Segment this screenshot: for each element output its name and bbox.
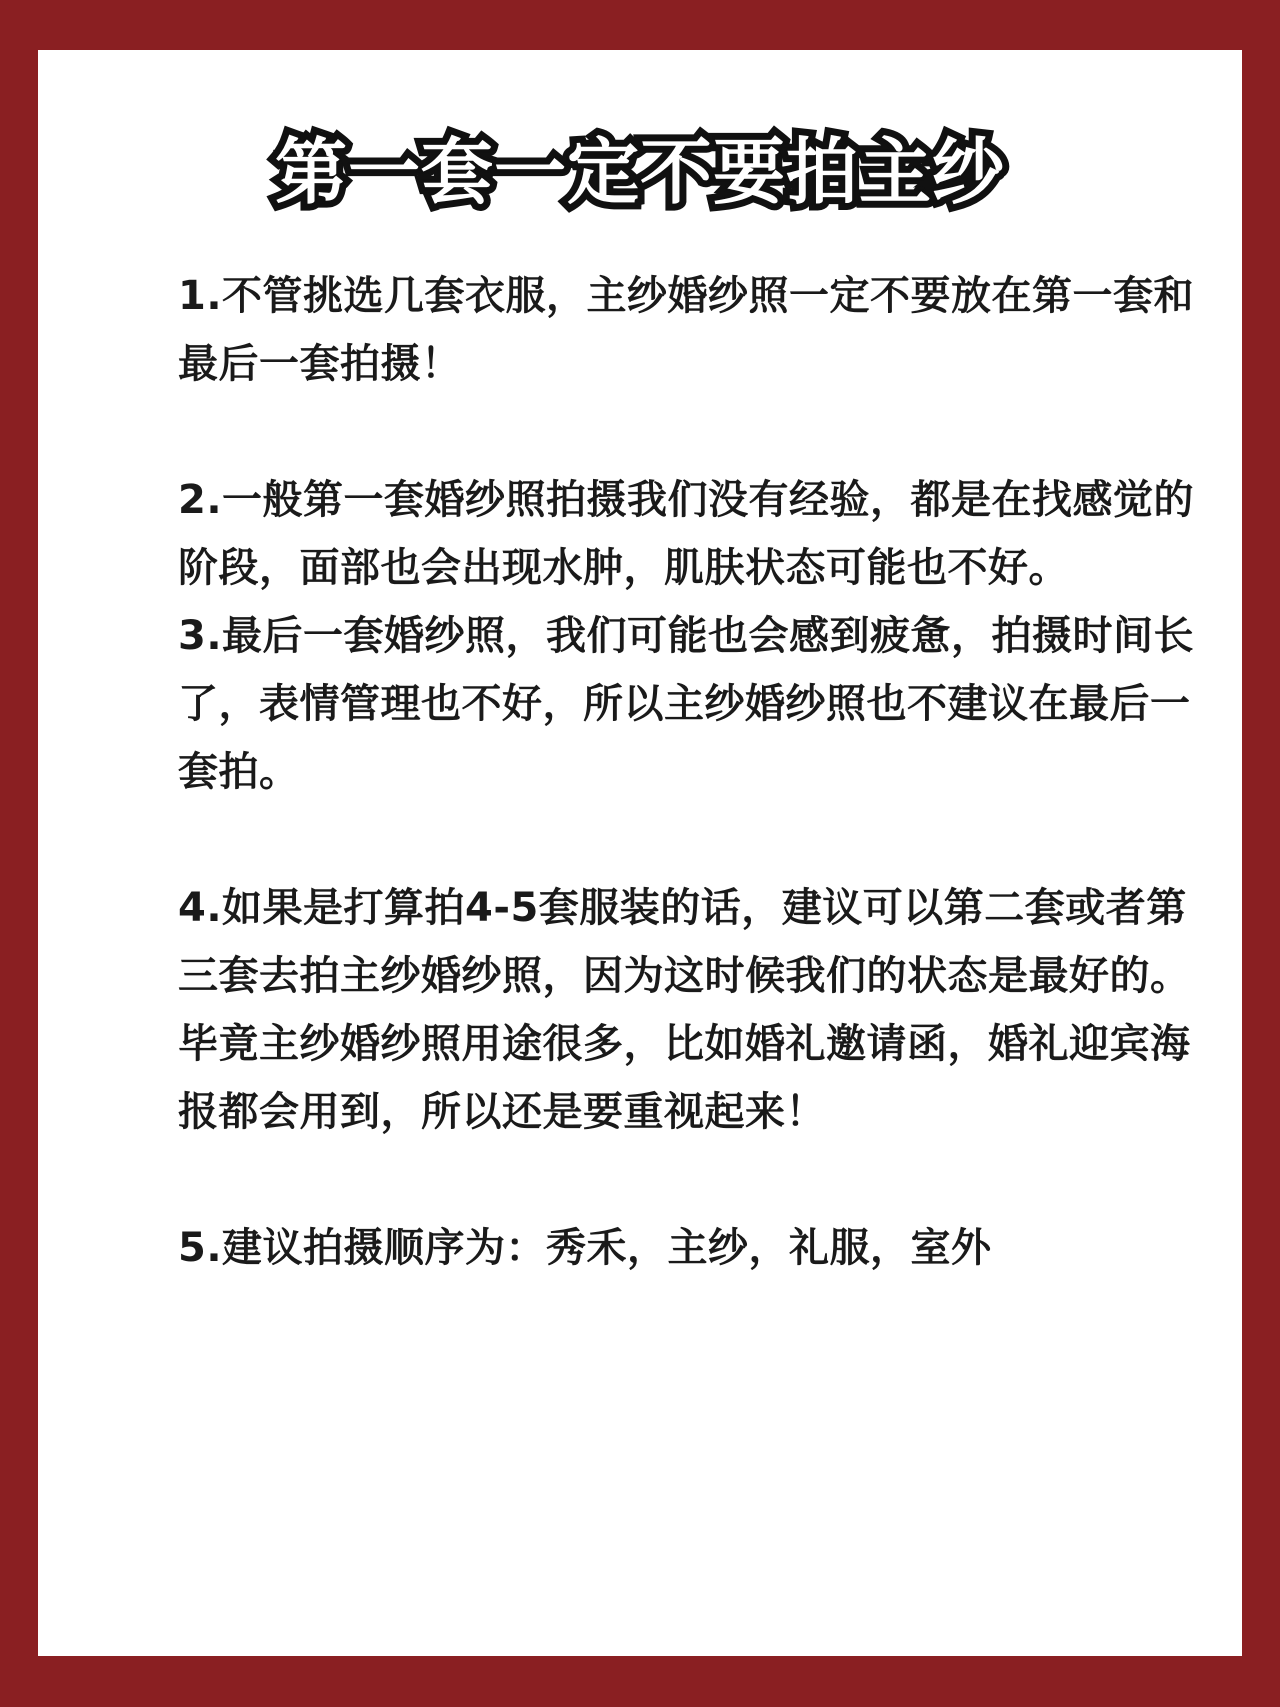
paragraph-spacer xyxy=(178,1146,1218,1214)
paragraph-spacer xyxy=(178,806,1218,874)
paragraph-2: 2.一般第一套婚纱照拍摄我们没有经验，都是在找感觉的阶段，面部也会出现水肿，肌肤状态可能也不好。 xyxy=(178,477,1195,591)
paragraph-spacer xyxy=(178,398,1218,466)
paragraph-5: 5.建议拍摄顺序为：秀禾，主纱，礼服，室外 xyxy=(178,1225,992,1271)
paragraph-3: 3.最后一套婚纱照，我们可能也会感到疲惫，拍摄时间长了，表情管理也不好，所以主纱婚纱照也不建议在最后一套拍。 xyxy=(178,613,1195,795)
article-body xyxy=(178,262,1218,1282)
paragraph-1: 1.不管挑选几套衣服，主纱婚纱照一定不要放在第一套和最后一套拍摄！ xyxy=(178,273,1195,387)
paragraph-4: 4.如果是打算拍4-5套服装的话，建议可以第二套或者第三套去拍主纱婚纱照，因为这时候我们的状态是最好的。毕竟主纱婚纱照用途很多，比如婚礼邀请函，婚礼迎宾海报都会用到，所以还是要重视起来！ xyxy=(178,885,1191,1135)
page-title: 第一套一定不要拍主纱 xyxy=(274,130,1005,214)
content-card xyxy=(38,50,1242,1656)
